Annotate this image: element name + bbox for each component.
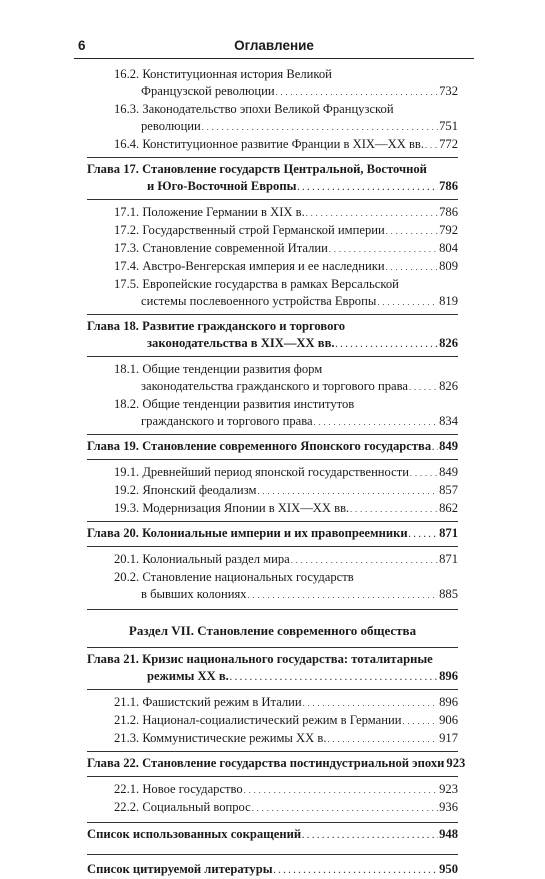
toc-section-7[interactable]: Раздел VII. Становление современного общества bbox=[128, 623, 417, 638]
page-ref: 804 bbox=[439, 241, 458, 255]
toc-chapter-17[interactable]: Глава 17. Становление государств Центральной, Восточной и Юго-Восточной Европы . . . 786 bbox=[87, 157, 458, 200]
page-ref: 809 bbox=[439, 259, 458, 273]
toc-entry-18-1[interactable]: 18.1. Общие тенденции развития форм законодательства гражданского и торгового права . . . 826 bbox=[87, 361, 458, 396]
page-ref: 819 bbox=[439, 294, 458, 308]
page-ref: 950 bbox=[439, 862, 458, 876]
page-ref: 885 bbox=[439, 587, 458, 601]
toc-entry-20-1[interactable]: 20.1. Колониальный раздел мира . . . 871 bbox=[87, 551, 458, 569]
toc-abbreviations[interactable]: Список использованных сокращений . . . 948 bbox=[87, 823, 458, 844]
toc-entry-16-3[interactable]: 16.3. Законодательство эпохи Великой Французской революции . . . 751 bbox=[87, 101, 458, 136]
page-number: 6 bbox=[78, 38, 86, 53]
toc-entry-22-2[interactable]: 22.2. Социальный вопрос . . . 936 bbox=[87, 799, 458, 817]
toc-chapter-21[interactable]: Глава 21. Кризис национального государства: тоталитарные режимы XX в. . . . 896 bbox=[87, 647, 458, 690]
page-ref: 896 bbox=[439, 695, 458, 709]
chapter-title: Глава 21. Кризис национального государства: тоталитарные bbox=[87, 652, 433, 666]
toc-entry-21-1[interactable]: 21.1. Фашистский режим в Италии . . . 896 bbox=[87, 694, 458, 712]
toc-entry-17-4[interactable]: 17.4. Австро-Венгерская империя и ее наследники . . . 809 bbox=[87, 258, 458, 276]
toc-entry-21-3[interactable]: 21.3. Коммунистические режимы XX в. . . . 917 bbox=[87, 730, 458, 748]
toc-chapter-20[interactable] bbox=[87, 521, 458, 547]
toc-chapter-22[interactable] bbox=[87, 751, 466, 777]
toc-entry-19-1[interactable]: 19.1. Древнейший период японской государственности . . . 849 bbox=[87, 464, 458, 482]
toc-entry-16-4[interactable]: 16.4. Конституционное развитие Франции в XIX—XX вв. . . . 772 bbox=[87, 136, 458, 154]
page-ref: 751 bbox=[439, 119, 458, 133]
page-ref: 792 bbox=[439, 223, 458, 237]
toc-entry-22-1[interactable]: 22.1. Новое государство . . . 923 bbox=[87, 781, 458, 799]
page-ref: 732 bbox=[439, 84, 458, 98]
page-ref: 936 bbox=[439, 800, 458, 814]
page-ref: 857 bbox=[439, 483, 458, 497]
chapter-title: Глава 19. Становление современного Японского государства bbox=[87, 439, 432, 453]
page-ref: 923 bbox=[439, 782, 458, 796]
toc-entry-19-3[interactable]: 19.3. Модернизация Японии в XIX—XX вв. . . . 862 bbox=[87, 500, 458, 518]
toc-entry-21-2[interactable]: 21.2. Национал-социалистический режим в Германии . . . 906 bbox=[87, 712, 458, 730]
toc-entry-17-2[interactable]: 17.2. Государственный строй Германской империи . . . 792 bbox=[87, 222, 458, 240]
chapter-title: Глава 17. Становление государств Центральной, Восточной bbox=[87, 162, 427, 176]
toc-chapter-18[interactable]: Глава 18. Развитие гражданского и торгового законодательства в XIX—XX вв. . . . 826 bbox=[87, 314, 458, 357]
page-ref: 849 bbox=[439, 439, 458, 453]
toc-literature[interactable]: Список цитируемой литературы . . . 950 bbox=[87, 854, 458, 879]
page-ref: 826 bbox=[439, 336, 458, 350]
page-ref: 826 bbox=[439, 379, 458, 393]
toc-entry-19-2[interactable]: 19.2. Японский феодализм . . . 857 bbox=[87, 482, 458, 500]
page-ref: 849 bbox=[439, 465, 458, 479]
page-ref: 917 bbox=[439, 731, 458, 745]
toc-entry-20-2[interactable]: 20.2. Становление национальных государств в бывших колониях . . . 885 bbox=[87, 569, 458, 604]
running-header bbox=[74, 36, 474, 59]
page-ref: 948 bbox=[439, 827, 458, 841]
toc-chapter-19[interactable] bbox=[87, 434, 458, 460]
page-ref: 871 bbox=[439, 526, 458, 540]
page-ref: 871 bbox=[439, 552, 458, 566]
page-ref: 906 bbox=[439, 713, 458, 727]
toc-entry-16-2[interactable]: 16.2. Конституционная история Великой Французской революции . . . 732 bbox=[87, 66, 458, 101]
page-ref: 834 bbox=[439, 414, 458, 428]
page-ref: 862 bbox=[439, 501, 458, 515]
toc-entry-17-5[interactable]: 17.5. Европейские государства в рамках Версальской системы послевоенного устройства Европы . . . 819 bbox=[87, 276, 458, 311]
page-ref: 786 bbox=[439, 179, 458, 193]
page-ref: 923 bbox=[446, 756, 466, 770]
page-ref: 772 bbox=[439, 137, 458, 151]
toc-entry-17-1[interactable]: 17.1. Положение Германии в XIX в. . . . 786 bbox=[87, 204, 458, 222]
divider bbox=[87, 609, 458, 610]
table-of-contents bbox=[87, 66, 466, 879]
chapter-title: Глава 18. Развитие гражданского и торгового bbox=[87, 319, 346, 333]
toc-entry-18-2[interactable]: 18.2. Общие тенденции развития институтов гражданского и торгового права . . . 834 bbox=[87, 396, 458, 431]
page-ref: 896 bbox=[439, 669, 458, 683]
toc-entry-17-3[interactable]: 17.3. Становление современной Италии . . . 804 bbox=[87, 240, 458, 258]
chapter-title: Глава 22. Становление государства постиндустриальной эпохи bbox=[87, 756, 445, 770]
page-ref: 786 bbox=[439, 205, 458, 219]
chapter-title: Глава 20. Колониальные империи и их правопреемники bbox=[87, 526, 408, 540]
running-title: Оглавление bbox=[234, 38, 314, 53]
